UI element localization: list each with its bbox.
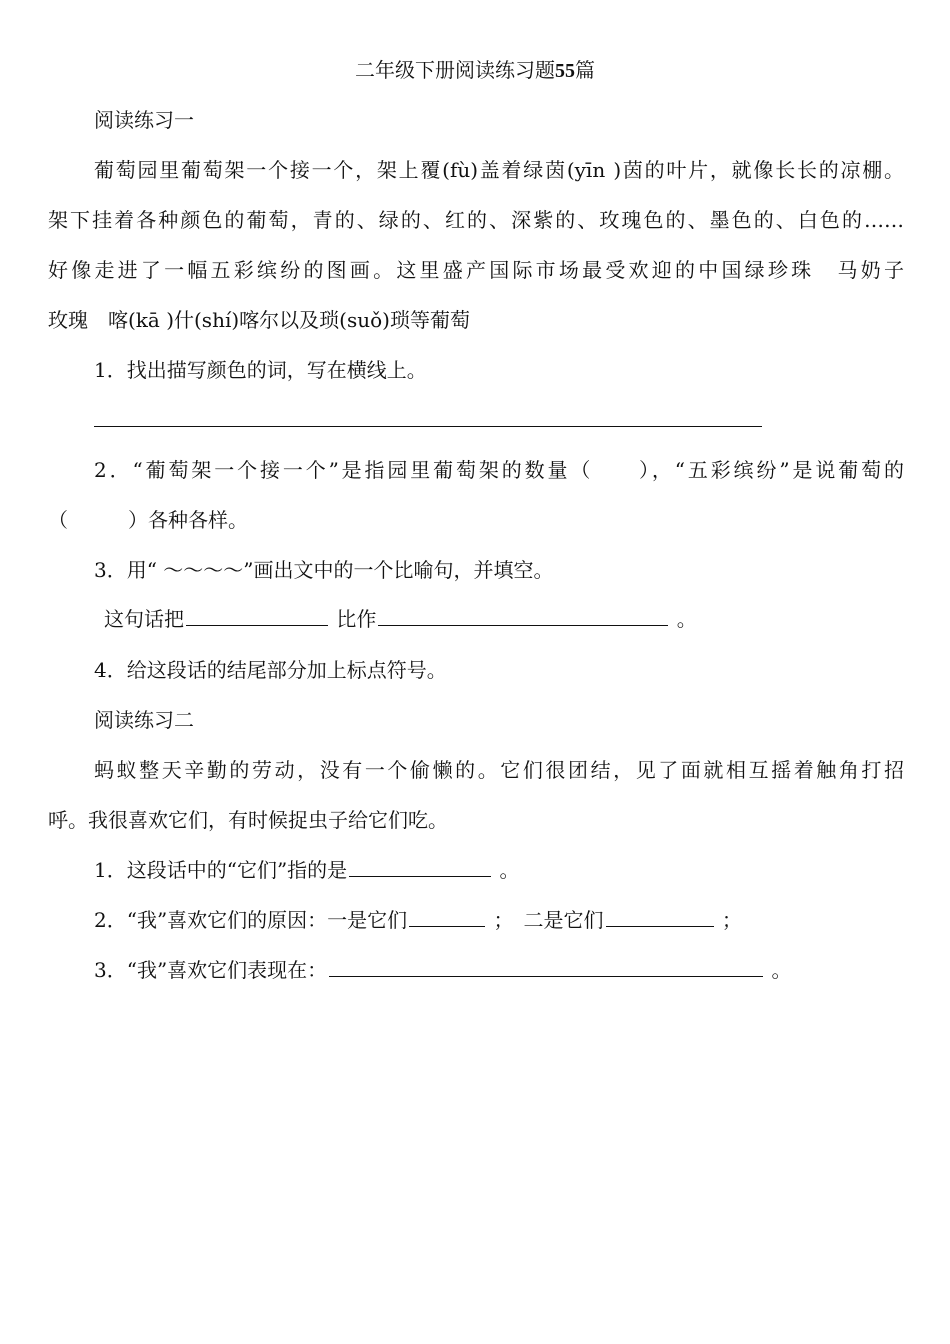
passage-1-line-4: 玫瑰 喀(kā )什(shí)喀尔以及琐(suǒ)琐等葡萄 xyxy=(48,308,470,332)
question-1-2-line-2: （ ）各种各样。 xyxy=(48,508,248,532)
question-1-3-fill: 这句话把 比作 。 xyxy=(104,607,697,631)
fill-blank[interactable] xyxy=(606,906,714,927)
fill-blank[interactable] xyxy=(329,956,763,977)
fill-blank[interactable] xyxy=(378,605,668,626)
passage-2-line-2: 呼。我很喜欢它们，有时候捉虫子给它们吃。 xyxy=(48,808,448,832)
passage-2-line-1: 蚂蚁整天辛勤的劳动，没有一个偷懒的。它们很团结，见了面就相互摇着触角打招 xyxy=(94,758,904,782)
answer-line[interactable] xyxy=(94,426,762,427)
question-2-3: 3．“我”喜欢它们表现在： 。 xyxy=(94,958,792,982)
page-title: 二年级下册阅读练习题55篇 xyxy=(355,58,595,82)
passage-1-line-3: 好像走进了一幅五彩缤纷的图画。这里盛产国际市场最受欢迎的中国绿珍珠 马奶子 xyxy=(48,258,904,282)
passage-1-line-1: 葡萄园里葡萄架一个接一个，架上覆(fù)盖着绿茵(yīn )茵的叶片，就像长长的凉棚。 xyxy=(94,158,904,182)
fill-blank[interactable] xyxy=(186,605,328,626)
passage-1-line-2: 架下挂着各种颜色的葡萄，青的、绿的、红的、深紫的、玫瑰色的、墨色的、白色的…… xyxy=(48,208,904,232)
question-1-3: 3．用“ ～～～～”画出文中的一个比喻句，并填空。 xyxy=(94,558,554,582)
question-1-2-line-1: 2．“葡萄架一个接一个”是指园里葡萄架的数量（ ），“五彩缤纷”是说葡萄的 xyxy=(94,458,904,482)
section-heading-1: 阅读练习一 xyxy=(94,108,194,132)
section-heading-2: 阅读练习二 xyxy=(94,708,194,732)
question-2-1: 1．这段话中的“它们”指的是 。 xyxy=(94,858,520,882)
question-1-1: 1．找出描写颜色的词，写在横线上。 xyxy=(94,358,427,382)
question-2-2: 2．“我”喜欢它们的原因：一是它们 ； 二是它们 ； xyxy=(94,908,742,932)
fill-blank[interactable] xyxy=(349,856,491,877)
question-1-4: 4．给这段话的结尾部分加上标点符号。 xyxy=(94,658,447,682)
fill-blank[interactable] xyxy=(409,906,485,927)
